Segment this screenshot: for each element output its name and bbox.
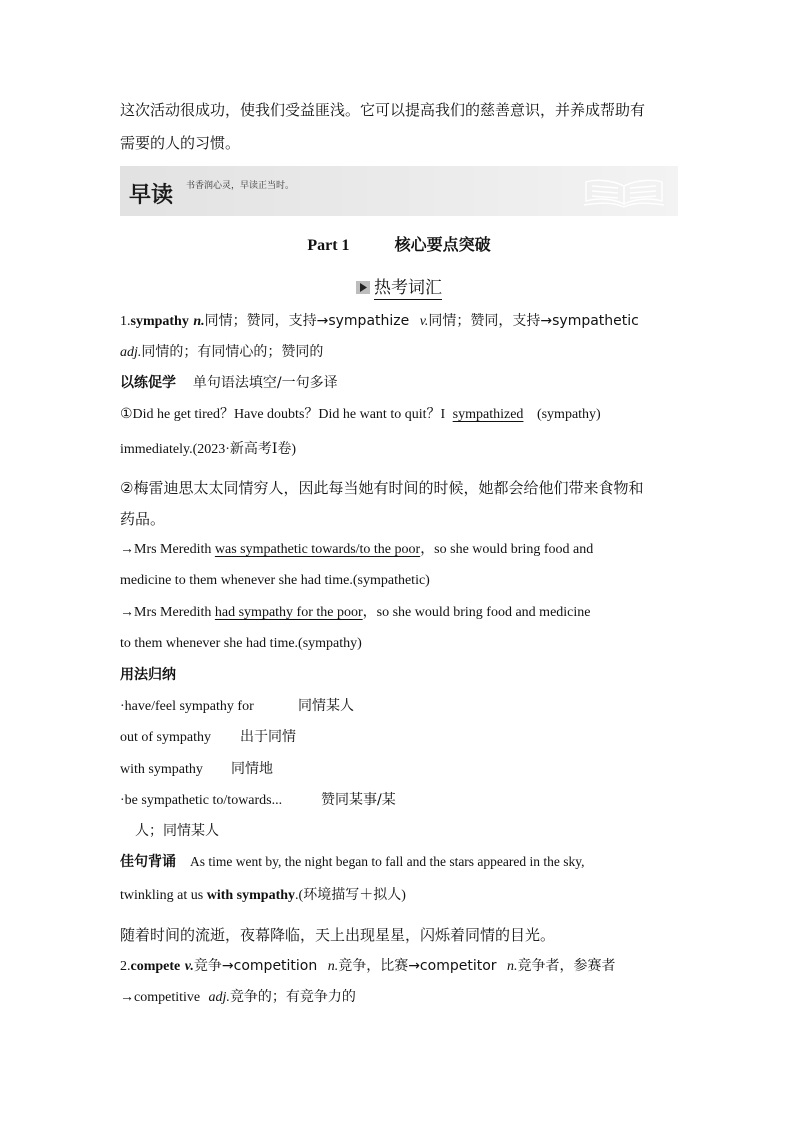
translation-1-line-1: →Mrs Meredith was sympathetic towards/to the poor，so she would bring food and	[120, 542, 594, 557]
question-1-line-2: immediately.(2023·新高考Ⅰ卷)	[120, 442, 297, 457]
usage-item: ·be sympathetic to/towards... 赞同某事/某	[120, 792, 396, 808]
intro-line-2: 需要的人的习惯。	[120, 134, 241, 152]
question-2-cn-line-1: ②梅雷迪思太太同情穷人，因此每当她有时间的时候，她都会给他们带来食物和	[120, 479, 644, 497]
early-reading-banner	[120, 166, 678, 216]
entry-2-headline	[120, 956, 615, 977]
practice-heading	[120, 373, 338, 393]
good-sentence-label: 佳句背诵	[120, 854, 176, 870]
entry-meaning: 竞争→competition	[193, 958, 318, 974]
banner-motto: 书香润心灵，早读正当时。	[186, 181, 295, 191]
practice-label: 以练促学	[120, 375, 176, 391]
entry-meaning: 同情；赞同，支持→sympathize	[204, 313, 410, 329]
section-title: 热考词汇	[374, 278, 442, 298]
usage-item: ·have/feel sympathy for 同情某人	[120, 698, 354, 714]
entry-number: 2.	[120, 959, 131, 974]
entry-word: sympathy	[130, 314, 189, 329]
usage-heading: 用法归纳	[120, 667, 176, 683]
part-of-speech: v.	[419, 314, 429, 329]
usage-item-continued: 人；同情某人	[135, 823, 219, 839]
open-book-icon	[582, 174, 666, 210]
translation-2-line-1: →Mrs Meredith had sympathy for the poor，so she would bring food and medicine	[120, 605, 591, 620]
good-sentence-line-2: twinkling at us with sympathy.(环境描写＋拟人)	[120, 888, 406, 903]
section-heading	[120, 273, 678, 298]
answer-blank: sympathized	[452, 407, 524, 422]
entry-2-line-2: →competitive adj.竞争的；有竞争力的	[120, 989, 356, 1005]
part-heading	[120, 232, 678, 255]
part-of-speech: n.	[506, 959, 518, 974]
practice-description: 单句语法填空/一句多译	[192, 375, 338, 391]
part-label: Part 1	[307, 237, 350, 254]
answer-blank: had sympathy for the poor	[214, 605, 363, 620]
entry-1-line-2	[120, 342, 323, 363]
entry-meaning: 同情；赞同，支持→sympathetic	[428, 313, 639, 329]
question-1-line-1: ①Did he get tired？Have doubts？Did he want to quit？I sympathized (sympathy)	[120, 407, 601, 422]
translation-2-line-2: to them whenever she had time.(sympathy)	[120, 636, 362, 651]
intro-line-1: 这次活动很成功，使我们受益匪浅。它可以提高我们的慈善意识，并养成帮助有	[120, 101, 646, 119]
good-sentence-line-1: 佳句背诵 As time went by, the night began to fall and the stars appeared in the sky,	[120, 854, 585, 870]
answer-blank: was sympathetic towards/to the poor	[214, 542, 421, 557]
part-of-speech: n.	[327, 959, 339, 974]
entry-meaning: 竞争者，参赛者	[517, 958, 616, 974]
part-of-speech: n.	[193, 314, 205, 329]
entry-word: compete	[130, 959, 181, 974]
banner-title: 早读	[129, 183, 174, 208]
entry-meaning: 竞争，比赛→competitor	[338, 958, 497, 974]
translation-1-line-2: medicine to them whenever she had time.(sympathetic)	[120, 573, 430, 588]
entry-1-headline	[120, 311, 639, 332]
usage-item: with sympathy 同情地	[120, 761, 273, 777]
question-2-cn-line-2: 药品。	[120, 510, 166, 528]
part-of-speech: adj.	[120, 345, 142, 360]
entry-meaning: 同情的；有同情心的；赞同的	[141, 344, 324, 360]
part-title: 核心要点突破	[394, 235, 491, 254]
usage-item: out of sympathy 出于同情	[120, 729, 296, 745]
part-of-speech: v.	[184, 959, 194, 974]
good-sentence-translation: 随着时间的流逝，夜幕降临，天上出现星星，闪烁着同情的目光。	[120, 926, 556, 944]
part-of-speech: adj.	[208, 990, 230, 1005]
section-marker-icon	[356, 281, 370, 294]
entry-number: 1.	[120, 314, 131, 329]
